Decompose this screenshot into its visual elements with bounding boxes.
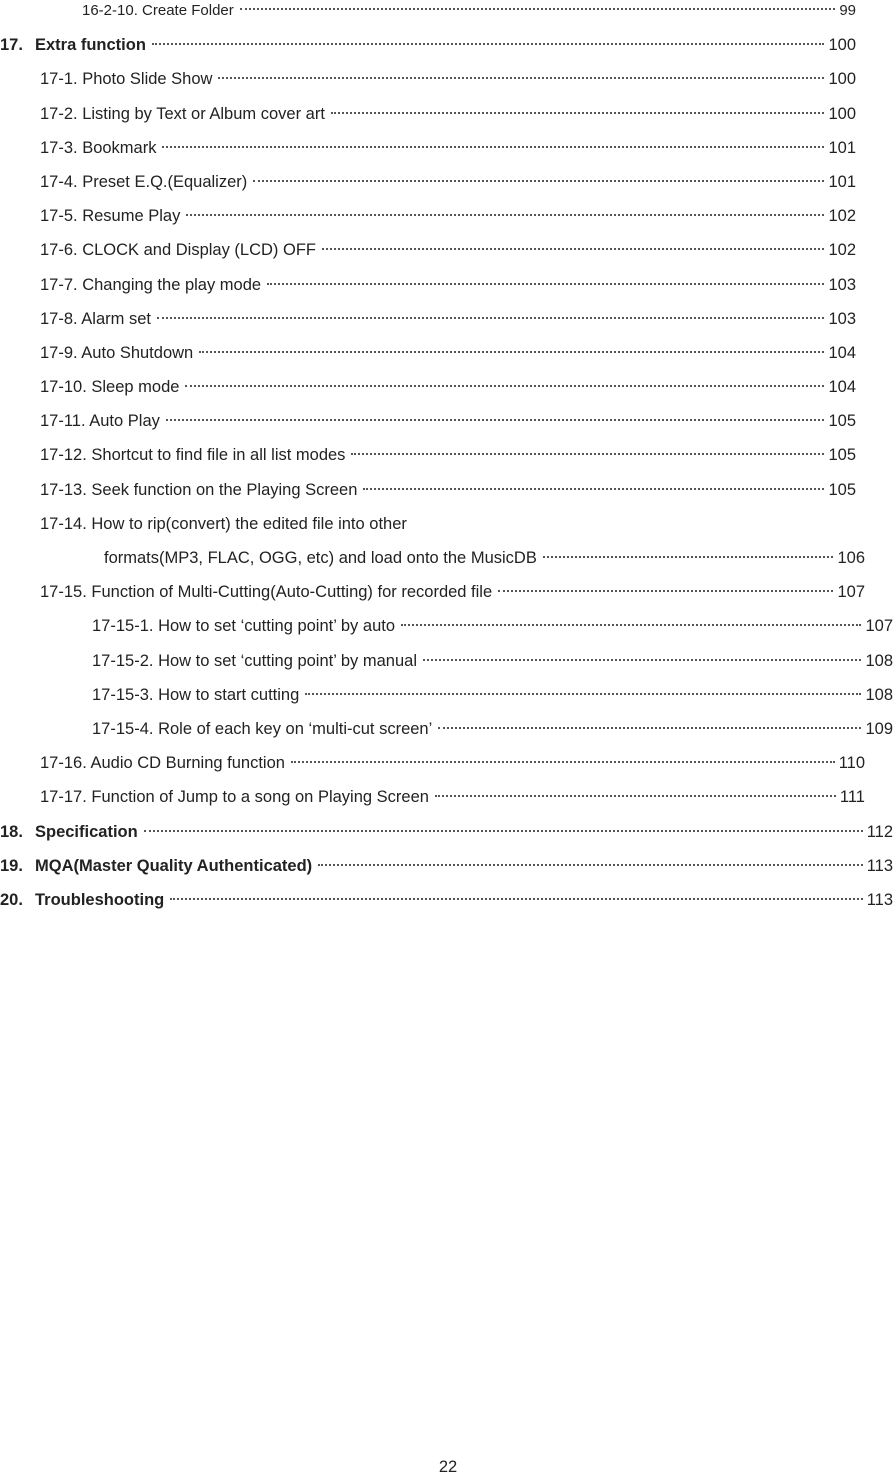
toc-entry-title (0, 28, 146, 62)
toc-entry-page: 104 (828, 343, 856, 362)
toc-entry-number: 17-10. (40, 378, 87, 397)
toc-entry-title (40, 131, 156, 165)
toc-entry-number: 17-13. (40, 480, 87, 499)
toc-entry-text: MQA(Master Quality Authenticated) (35, 856, 313, 875)
toc-entry-page: 107 (865, 617, 893, 636)
toc-entry[interactable] (0, 780, 896, 814)
toc-entry-page: 111 (839, 788, 865, 807)
toc-entry-number: 17-3. (40, 138, 78, 157)
dot-leader (185, 385, 824, 387)
toc-entry[interactable] (0, 302, 896, 336)
toc-entry[interactable] (0, 746, 896, 780)
toc-entry-text: Preset E.Q.(Equalizer) (82, 172, 248, 191)
toc-entry-number: 17-17. (40, 788, 87, 807)
dot-leader (318, 864, 863, 866)
toc-entry-number: 17-4. (40, 172, 78, 191)
toc-entry-title (0, 815, 138, 849)
toc-entry[interactable] (0, 62, 896, 96)
toc-entry-text: How to set ‘cutting point’ by manual (158, 651, 418, 670)
toc-entry-number: 17-15-1. (92, 617, 154, 636)
toc-entry-page: 112 (866, 822, 893, 841)
toc-entry-title (40, 165, 247, 199)
toc-entry-title (40, 233, 316, 267)
toc-entry-title (92, 712, 432, 746)
toc-entry-title (40, 370, 179, 404)
toc-entry[interactable] (0, 97, 896, 131)
toc-entry-text: Function of Jump to a song on Playing Screen (91, 788, 429, 807)
dot-leader (162, 146, 824, 148)
toc-entry-text: Changing the play mode (82, 275, 262, 294)
dot-leader (253, 180, 824, 182)
toc-entry[interactable] (0, 473, 896, 507)
toc-entry-page: 107 (837, 583, 865, 602)
toc-entry-page: 113 (866, 856, 893, 875)
dot-leader (322, 248, 824, 250)
dot-leader (543, 556, 834, 558)
toc-entry-page: 113 (866, 890, 893, 909)
toc-entry-page: 103 (828, 309, 856, 328)
toc-entry[interactable] (0, 0, 896, 28)
toc-entry-continuation[interactable] (0, 541, 896, 575)
toc-entry-number: 17-11. (40, 412, 86, 431)
toc-entry-number: 17-15-4. (92, 719, 154, 738)
dot-leader (166, 419, 825, 421)
dot-leader (423, 659, 861, 661)
toc-entry-text: Auto Shutdown (81, 343, 194, 362)
toc-entry-page: 100 (828, 70, 856, 89)
dot-leader (186, 214, 824, 216)
toc-entry-title (92, 609, 395, 643)
toc-entry-text: Photo Slide Show (82, 70, 213, 89)
toc-entry-text: Audio CD Burning function (90, 754, 285, 773)
toc-entry-title (40, 746, 285, 780)
toc-entry-number: 17-12. (40, 446, 87, 465)
toc-entry-number: 16-2-10. (82, 2, 138, 19)
toc-entry-text: Auto Play (89, 412, 160, 431)
dot-leader (498, 590, 833, 592)
toc-entry-number: 17-5. (40, 207, 78, 226)
toc-entry-title (40, 302, 151, 336)
toc-entry-page: 108 (865, 651, 893, 670)
toc-entry-number: 17-14. (40, 514, 87, 533)
toc-entry-text: Role of each key on ‘multi-cut screen’ (158, 719, 433, 738)
toc-entry-page: 99 (839, 2, 856, 19)
dot-leader (152, 43, 825, 45)
toc-entry-text: Listing by Text or Album cover art (82, 104, 325, 123)
toc-entry-number: 17-6. (40, 241, 78, 260)
toc-entry-page: 100 (828, 104, 856, 123)
toc-entry-text: Sleep mode (91, 378, 180, 397)
dot-leader (363, 488, 824, 490)
toc-entry[interactable] (0, 165, 896, 199)
toc-entry-title (82, 0, 234, 28)
toc-entry-number: 17-15-3. (92, 685, 154, 704)
toc-entry-title (40, 780, 429, 814)
toc-entry-text: How to start cutting (158, 685, 300, 704)
toc-entry-title (40, 438, 345, 472)
dot-leader (331, 112, 825, 114)
toc-entry-text: How to rip(convert) the edited file into other (91, 514, 407, 533)
toc-entry-page: 101 (828, 172, 856, 191)
toc-entry-page: 105 (828, 446, 856, 465)
toc-entry-number: 17-7. (40, 275, 78, 294)
toc-entry-title (40, 404, 160, 438)
toc-entry-title (92, 678, 299, 712)
toc-entry[interactable] (0, 712, 896, 746)
dot-leader (218, 77, 824, 79)
toc-entry[interactable] (0, 644, 896, 678)
toc-entry-title (40, 199, 180, 233)
toc-entry-page: 110 (838, 754, 865, 773)
dot-leader (291, 761, 835, 763)
toc-entry-page: 106 (837, 549, 865, 567)
toc-entry-page: 102 (828, 241, 856, 260)
toc-entry-number: 17-16. (40, 754, 87, 773)
toc-entry[interactable] (0, 336, 896, 370)
toc-entry[interactable] (0, 28, 896, 62)
page-number: 22 (438, 1458, 458, 1476)
dot-leader (240, 8, 836, 10)
toc-entry-page: 100 (828, 36, 856, 55)
dot-leader (351, 453, 824, 455)
toc-entry-page: 102 (828, 207, 856, 226)
toc-entry-page: 105 (828, 480, 856, 499)
toc-entry[interactable] (0, 438, 896, 472)
toc-entry-page: 101 (828, 138, 856, 157)
toc-entry-page: 104 (828, 378, 856, 397)
toc-entry[interactable] (0, 199, 896, 233)
toc-entry-number: 17. (0, 36, 23, 55)
toc-entry[interactable] (0, 233, 896, 267)
toc-entry[interactable] (0, 678, 896, 712)
toc-entry-page: 108 (865, 685, 893, 704)
toc-entry-text: Bookmark (82, 138, 157, 157)
toc-entry[interactable] (0, 575, 896, 609)
toc-entry-title (40, 62, 212, 96)
toc-entry-title (92, 644, 417, 678)
toc-entry-text: Resume Play (82, 207, 181, 226)
toc-entry-text: Specification (35, 822, 138, 841)
toc-entry-number: 17-1. (40, 70, 78, 89)
dot-leader (267, 283, 824, 285)
toc-entry-title (40, 336, 193, 370)
dot-leader (305, 693, 861, 695)
toc-entry-number: 17-15. (40, 583, 87, 602)
toc-entry[interactable] (0, 883, 896, 917)
toc-entry-title (40, 473, 357, 507)
toc-entry-text: formats(MP3, FLAC, OGG, etc) and load onto the MusicDB (104, 549, 537, 567)
toc-entry[interactable] (0, 507, 896, 541)
toc-entry[interactable] (0, 370, 896, 404)
dot-leader (144, 830, 863, 832)
dot-leader (170, 898, 862, 900)
toc-entry[interactable] (0, 849, 896, 883)
toc-entry-text: Extra function (35, 36, 146, 55)
toc-entry-text: Shortcut to find file in all list modes (91, 446, 346, 465)
toc-entry-title (40, 97, 325, 131)
toc-entry-page: 103 (828, 275, 856, 294)
toc-entry-title (40, 507, 407, 541)
toc-entry-text: Alarm set (81, 309, 151, 328)
toc-entry-number: 20. (0, 890, 23, 909)
toc-entry-title (0, 849, 312, 883)
toc-entry-number: 17-15-2. (92, 651, 154, 670)
toc-entry-number: 17-8. (40, 309, 78, 328)
toc-entry-title (0, 883, 164, 917)
toc-entry-title (40, 268, 261, 302)
toc-entry[interactable] (0, 815, 896, 849)
toc-entry-number: 17-2. (40, 104, 78, 123)
toc-entry-number: 19. (0, 856, 23, 875)
toc-entry[interactable] (0, 404, 896, 438)
toc-entry-text: Seek function on the Playing Screen (91, 480, 358, 499)
toc-entry[interactable] (0, 609, 896, 643)
dot-leader (438, 727, 861, 729)
dot-leader (401, 624, 861, 626)
toc-entry-title (40, 575, 492, 609)
dot-leader (199, 351, 824, 353)
dot-leader (157, 317, 824, 319)
toc-entry-page: 105 (828, 412, 856, 431)
toc-entry[interactable] (0, 268, 896, 302)
dot-leader (435, 795, 836, 797)
toc-entry-text: CLOCK and Display (LCD) OFF (82, 241, 317, 260)
toc-entry[interactable] (0, 131, 896, 165)
toc-entry-number: 18. (0, 822, 23, 841)
toc-entry-text: How to set ‘cutting point’ by auto (158, 617, 396, 636)
toc-entry-page: 109 (865, 719, 893, 738)
toc-entry-text: Function of Multi-Cutting(Auto-Cutting) for recorded file (91, 583, 493, 602)
toc-entry-text: Create Folder (142, 2, 234, 19)
toc-entry-number: 17-9. (40, 343, 78, 362)
toc-entry-text: Troubleshooting (35, 890, 165, 909)
